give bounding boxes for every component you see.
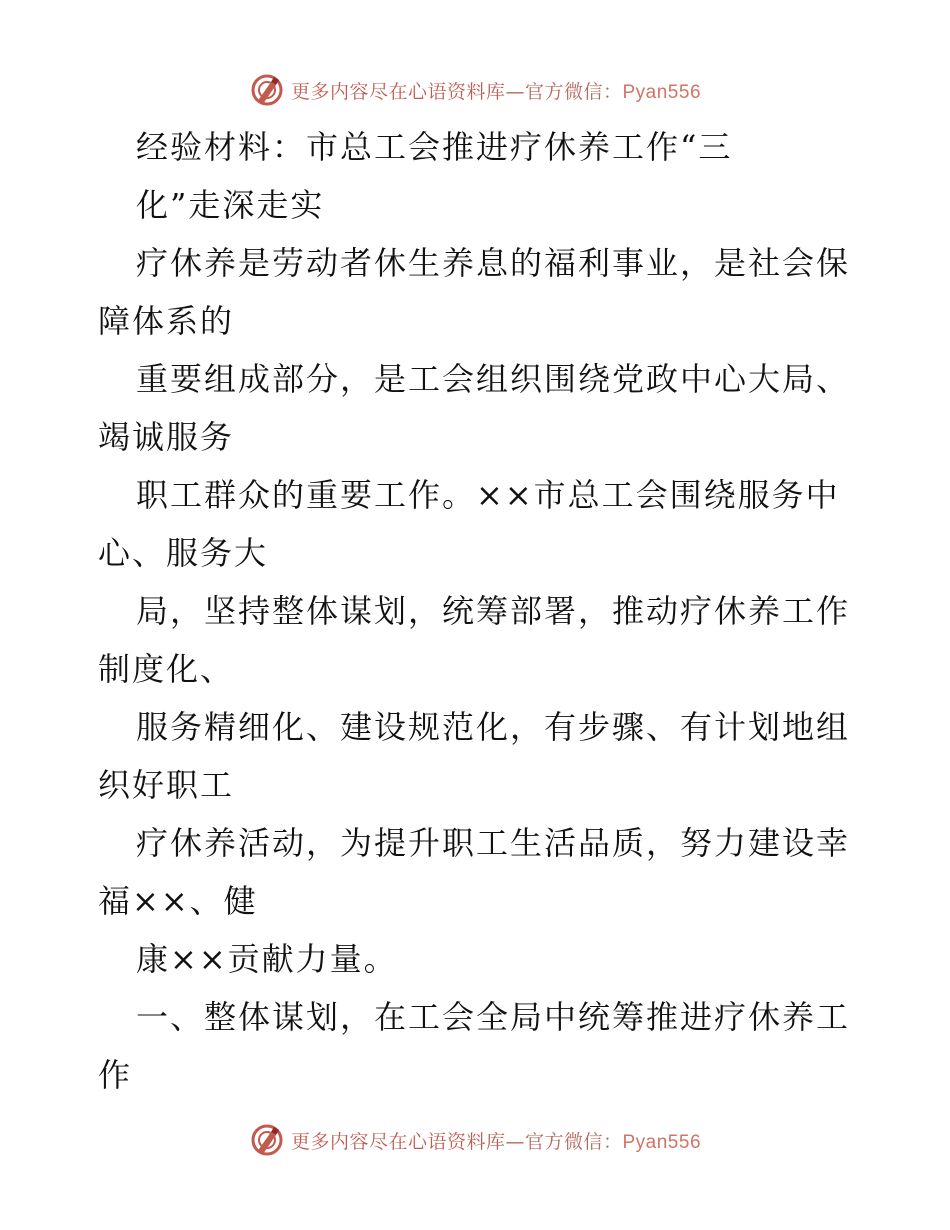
paragraph-line: 制度化、 <box>98 650 235 688</box>
paragraph-line: 重要组成部分，是工会组织围绕党政中心大局、 <box>136 360 851 398</box>
watermark-separator: —官方微信： <box>505 80 623 103</box>
paragraph-line: 服务精细化、建设规范化，有步骤、有计划地组 <box>136 708 851 746</box>
document-title-line: 经验材料：市总工会推进疗休养工作“三 <box>136 128 733 166</box>
watermark-site-name: 更多内容尽在心语资料库 <box>290 1130 506 1153</box>
header-watermark <box>0 70 950 110</box>
pen-circle-logo-icon <box>249 1122 285 1158</box>
paragraph-line: 心、服务大 <box>98 534 269 572</box>
paragraph-line: 织好职工 <box>98 766 235 804</box>
watermark-text <box>291 1127 701 1154</box>
watermark-text <box>291 77 701 104</box>
paragraph-line: 障体系的 <box>98 302 235 340</box>
pen-circle-logo-icon <box>249 72 285 108</box>
paragraph-line: 疗休养活动，为提升职工生活品质，努力建设幸 <box>136 824 851 862</box>
watermark-separator: —官方微信： <box>505 1130 623 1153</box>
paragraph-line: 康××贡献力量。 <box>136 940 398 978</box>
watermark-account: Pyan556 <box>622 1131 702 1153</box>
paragraph-line: 职工群众的重要工作。××市总工会围绕服务中 <box>136 476 840 514</box>
paragraph-line: 疗休养是劳动者休生养息的福利事业，是社会保 <box>136 244 851 282</box>
document-title-line: 化”走深走实 <box>136 186 325 224</box>
watermark-account: Pyan556 <box>622 81 702 103</box>
paragraph-line: 局，坚持整体谋划，统筹部署，推动疗休养工作 <box>136 592 851 630</box>
document-body <box>98 118 854 1104</box>
section-heading-line: 作 <box>98 1056 133 1094</box>
paragraph-line: 福××、健 <box>98 882 258 920</box>
footer-watermark <box>0 1120 950 1160</box>
section-heading-line: 一、整体谋划，在工会全局中统筹推进疗休养工 <box>136 998 851 1036</box>
watermark-site-name: 更多内容尽在心语资料库 <box>290 80 506 103</box>
paragraph-line: 竭诚服务 <box>98 418 235 456</box>
